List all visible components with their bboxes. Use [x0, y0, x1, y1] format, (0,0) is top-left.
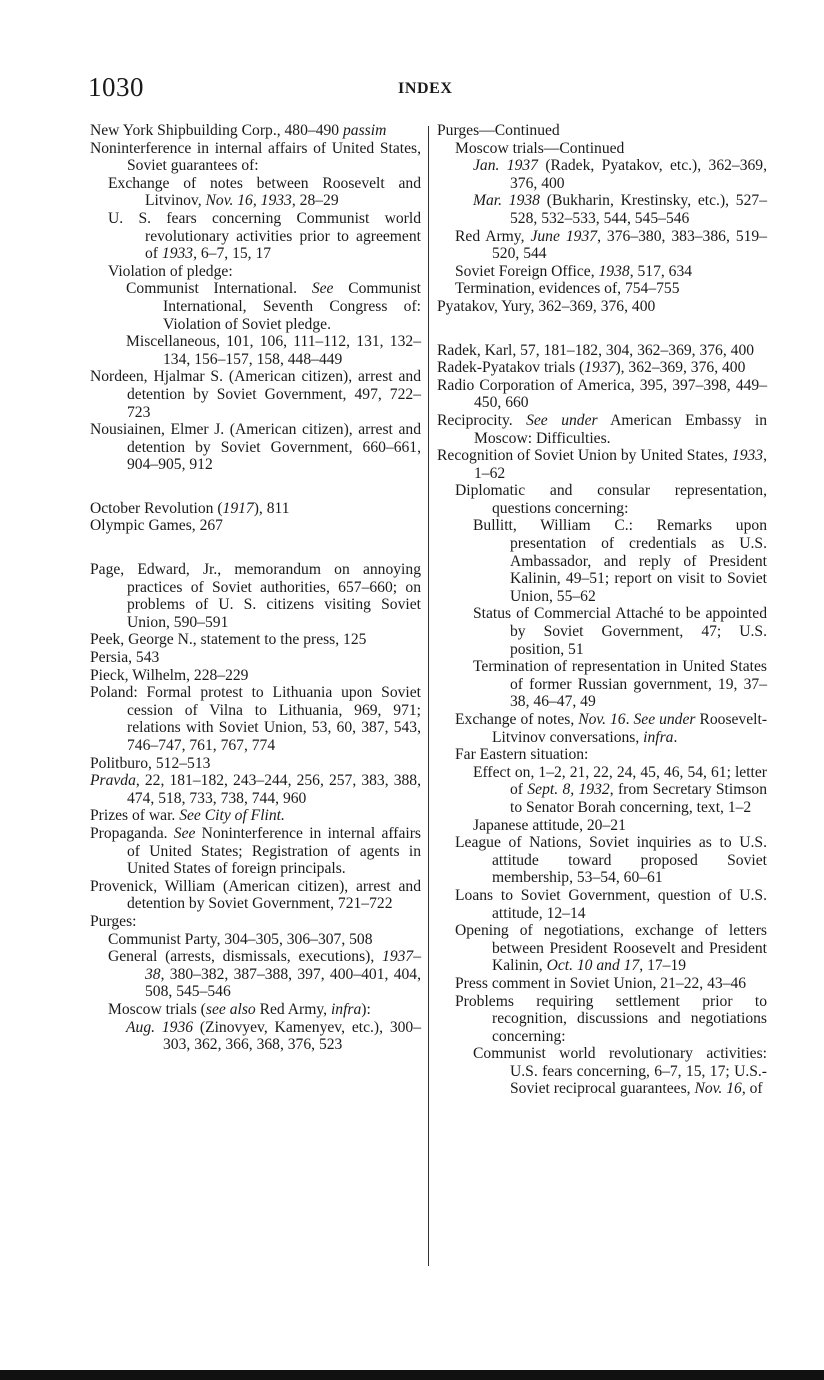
- index-entry: Propaganda. See Noninterference in internal affairs of United States; Registration of agents in United States of foreign principals.: [90, 824, 421, 878]
- index-entry: Communist International. See Communist International, Seventh Congress of: Violation of Soviet pledge.: [126, 280, 421, 333]
- index-entry: Olympic Games, 267: [90, 517, 223, 535]
- index-entry: Jan. 1937 (Radek, Pyatakov, etc.), 362–369, 376, 400: [473, 157, 767, 192]
- index-entry: Peek, George N., statement to the press, 125: [90, 631, 367, 649]
- index-entry: Opening of negotiations, exchange of letters between President Roosevelt and President Kalinin, Oct. 10 and 17, 17–19: [455, 922, 767, 975]
- index-entry: Far Eastern situation:: [455, 746, 589, 764]
- column-divider: [428, 126, 429, 1266]
- index-entry: Nousiainen, Elmer J. (American citizen), arrest and detention by Soviet Government, 660–661, 904–905, 912: [90, 421, 421, 474]
- index-entry: Mar. 1938 (Bukharin, Krestinsky, etc.), 527–528, 532–533, 544, 545–546: [473, 192, 767, 227]
- index-entry: Provenick, William (American citizen), arrest and detention by Soviet Government, 721–722: [90, 877, 421, 913]
- index-entry: Pieck, Wilhelm, 228–229: [90, 666, 249, 684]
- index-entry: Status of Commercial Attaché to be appointed by Soviet Government, 47; U.S. position, 51: [473, 605, 767, 658]
- index-entry: Page, Edward, Jr., memorandum on annoying practices of Soviet authorities, 657–660; on problems of U. S. citizens visiting Soviet Union, 590–591: [90, 561, 421, 631]
- index-entry: Moscow trials (see also Red Army, infra):: [108, 1000, 371, 1018]
- index-entry: Exchange of notes between Roosevelt and Litvinov, Nov. 16, 1933, 28–29: [108, 174, 421, 210]
- index-entry: October Revolution (1917), 811: [90, 499, 290, 517]
- index-entry: Politburo, 512–513: [90, 754, 211, 772]
- index-entry: Reciprocity. See under American Embassy in Moscow: Difficulties.: [437, 411, 768, 447]
- index-entry: Purges:: [90, 912, 137, 930]
- index-entry: Radio Corporation of America, 395, 397–398, 449–450, 660: [437, 376, 767, 412]
- index-entry: Effect on, 1–2, 21, 22, 24, 45, 46, 54, 61; letter of Sept. 8, 1932, from Secretary Stimson to Senator Borah concerning, text, 1–2: [473, 763, 767, 816]
- index-entry: Red Army, June 1937, 376–380, 383–386, 519–520, 544: [455, 227, 768, 263]
- index-entry: Termination, evidences of, 754–755: [455, 280, 680, 298]
- index-entry: League of Nations, Soviet inquiries as to U.S. attitude toward proposed Soviet membership, 53–54, 60–61: [455, 834, 767, 887]
- index-entry: Miscellaneous, 101, 106, 111–112, 131, 132–134, 156–157, 158, 448–449: [126, 333, 421, 368]
- index-entry: Moscow trials—Continued: [455, 139, 625, 157]
- index-entry: Diplomatic and consular representation, questions concerning:: [455, 482, 767, 517]
- index-entry: Nordeen, Hjalmar S. (American citizen), arrest and detention by Soviet Government, 497, 722–723: [90, 368, 421, 421]
- index-entry: Loans to Soviet Government, question of U.S. attitude, 12–14: [455, 886, 767, 922]
- index-column-left: [90, 122, 421, 1054]
- index-entry: Exchange of notes, Nov. 16. See under Roosevelt-Litvinov conversations, infra.: [455, 711, 768, 746]
- index-column-right: [437, 122, 767, 1098]
- index-entry: Communist world revolutionary activities: U.S. fears concerning, 6–7, 15, 17; U.S.-Soviet reciprocal guarantees, Nov. 16, of: [473, 1045, 767, 1098]
- index-entry: Pravda, 22, 181–182, 243–244, 256, 257, 383, 388, 474, 518, 733, 738, 744, 960: [90, 772, 421, 807]
- scan-edge: [0, 1370, 824, 1380]
- index-entry: General (arrests, dismissals, executions), 1937–38, 380–382, 387–388, 397, 400–401, 404, 508, 545–546: [108, 948, 421, 1001]
- index-entry: Persia, 543: [90, 649, 160, 667]
- index-entry: New York Shipbuilding Corp., 480–490 passim: [90, 122, 387, 139]
- index-entry: Pyatakov, Yury, 362–369, 376, 400: [437, 297, 656, 315]
- index-entry: Press comment in Soviet Union, 21–22, 43–46: [455, 974, 747, 992]
- index-entry: Bullitt, William C.: Remarks upon presentation of credentials as U.S. Ambassador, and reply of President Kalinin, 49–51; report on visit to Soviet Union, 55–62: [473, 517, 767, 605]
- index-entry: Aug. 1936 (Zinovyev, Kamenyev, etc.), 300–303, 362, 366, 368, 376, 523: [126, 1018, 422, 1054]
- index-entry: Communist Party, 304–305, 306–307, 508: [108, 930, 373, 948]
- index-entry: Problems requiring settlement prior to recognition, discussions and negotiations concerning:: [455, 992, 767, 1045]
- index-entry: Radek-Pyatakov trials (1937), 362–369, 376, 400: [437, 359, 746, 377]
- index-entry: Soviet Foreign Office, 1938, 517, 634: [455, 262, 693, 280]
- page-number: 1030: [88, 72, 144, 102]
- running-head: INDEX: [398, 80, 453, 97]
- index-entry: Poland: Formal protest to Lithuania upon Soviet cession of Vilna to Lithuania, 969, 971; relations with Soviet Union, 53, 60, 387, 543, 746–747, 761, 767, 774: [90, 684, 421, 754]
- index-entry: Radek, Karl, 57, 181–182, 304, 362–369, 376, 400: [437, 341, 755, 359]
- index-entry: Prizes of war. See City of Flint.: [90, 807, 285, 825]
- index-entry: Violation of pledge:: [108, 262, 233, 280]
- index-entry: U. S. fears concerning Communist world revolutionary activities prior to agreement of 1933, 6–7, 15, 17: [108, 209, 421, 263]
- index-entry: Japanese attitude, 20–21: [473, 816, 626, 834]
- index-entry: Noninterference in internal affairs of United States, Soviet guarantees of:: [90, 139, 421, 175]
- index-entry: Termination of representation in United States of former Russian government, 19, 37–38, 46–47, 49: [473, 658, 767, 711]
- index-entry: Purges—Continued: [437, 122, 560, 139]
- index-entry: Recognition of Soviet Union by United States, 1933, 1–62: [437, 447, 767, 482]
